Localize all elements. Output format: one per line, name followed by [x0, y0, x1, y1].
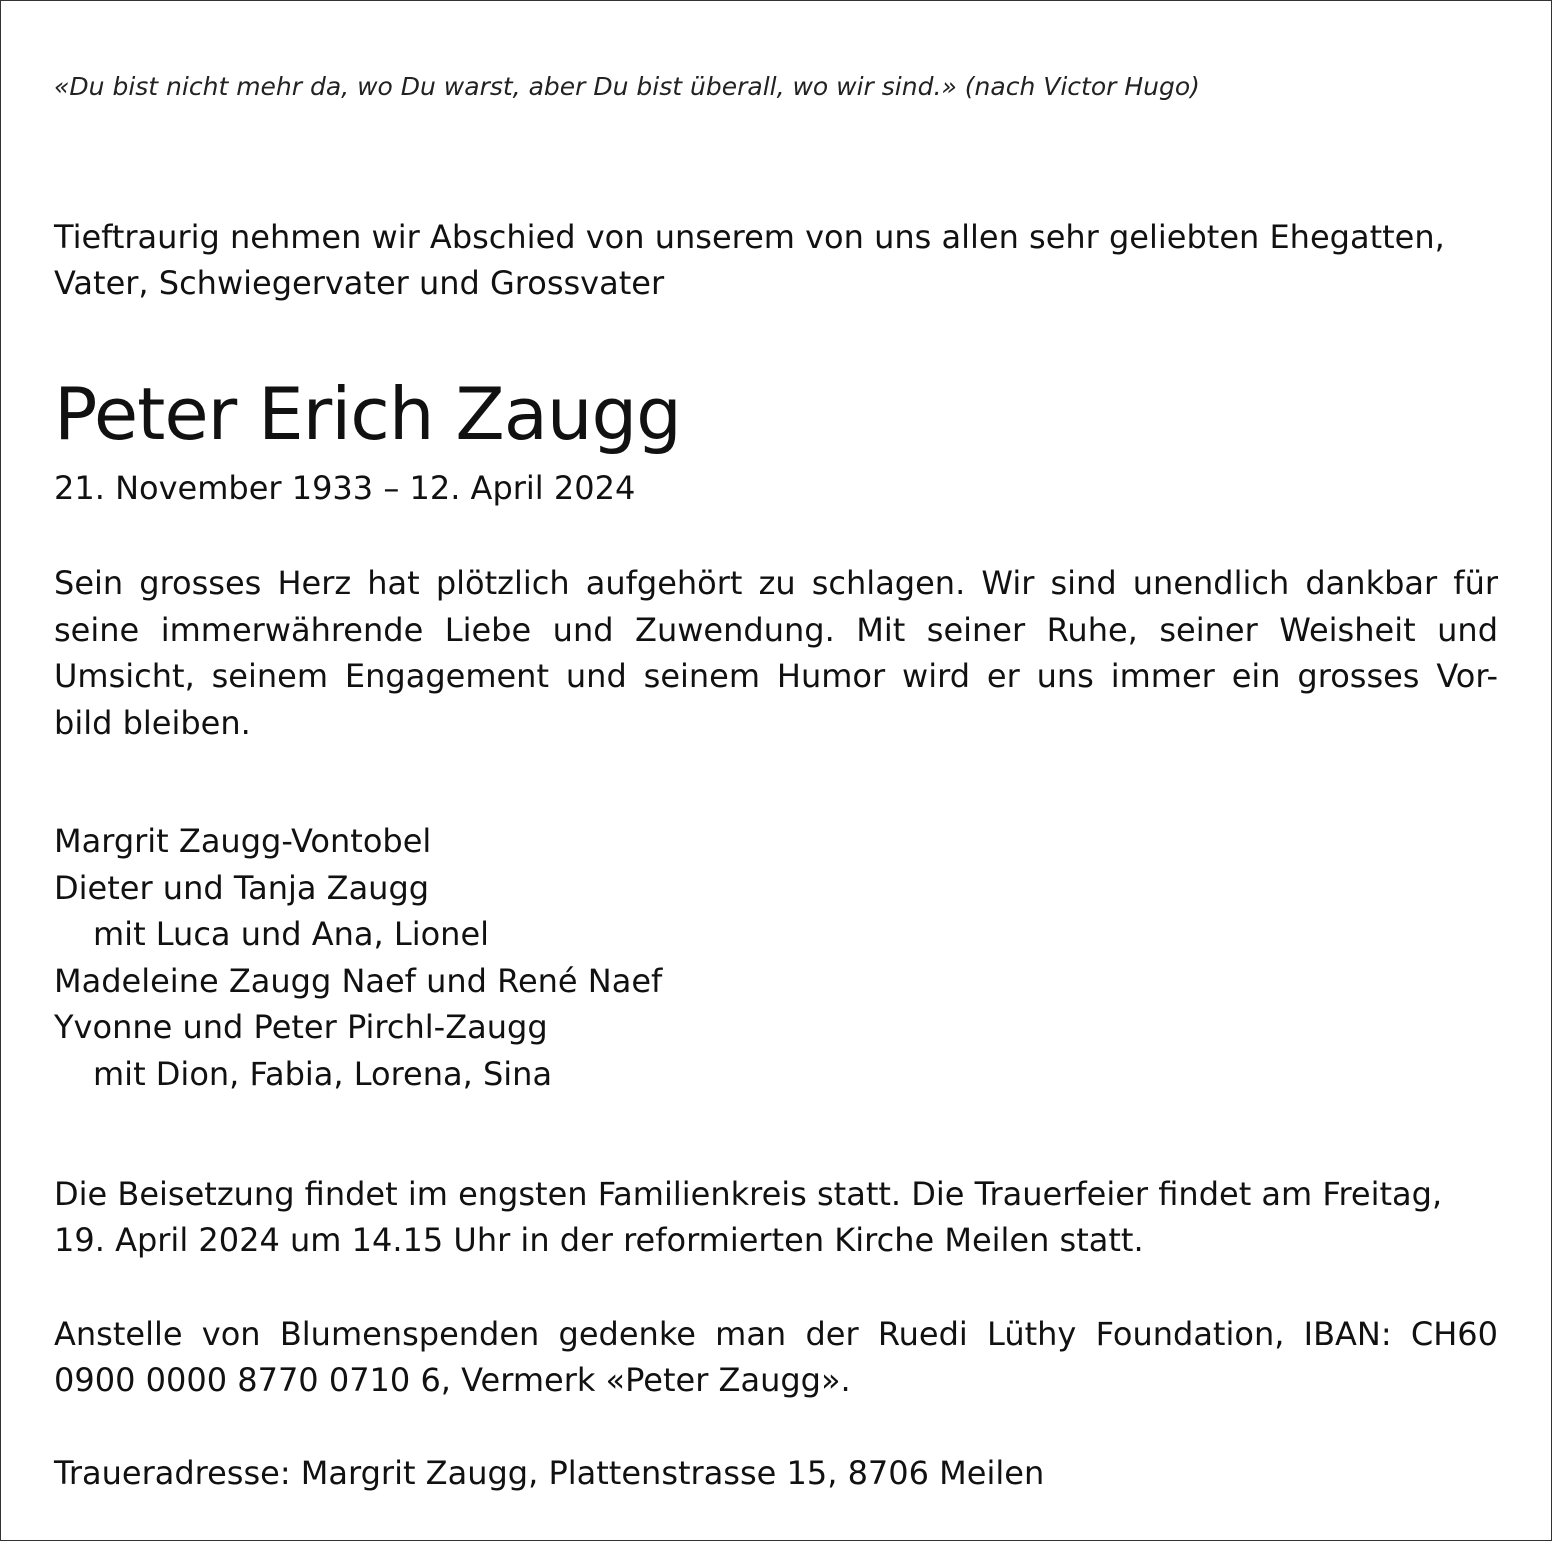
tribute-line-2: seine immerwährende Liebe und Zuwendung. Mit seiner Ruhe, seiner Weisheit und	[54, 610, 1498, 649]
mourner-subentry: mit Luca und Ana, Lionel	[93, 915, 490, 953]
mourning-address: Traueradresse: Margrit Zaugg, Plattenstrasse 15, 8706 Meilen	[54, 1454, 1045, 1492]
intro-line-2: Vater, Schwiegervater und Grossvater	[54, 264, 665, 302]
funeral-notice	[54, 1171, 1498, 1263]
mourner-entry: Madeleine Zaugg Naef und René Naef	[54, 961, 663, 1000]
funeral-line-1: Die Beisetzung findet im engsten Familienkreis statt. Die Trauerfeier findet am Freitag,	[54, 1175, 1443, 1213]
intro-text	[54, 214, 1498, 306]
donation-notice	[54, 1311, 1498, 1403]
deceased-name: Peter Erich Zaugg	[54, 372, 681, 456]
tribute-line-4: bild bleiben.	[54, 703, 251, 742]
intro-line-1: Tieftraurig nehmen wir Abschied von unserem von uns allen sehr geliebten Ehegatten,	[54, 218, 1445, 256]
tribute-text	[54, 560, 1498, 746]
epigraph-quote: «Du bist nicht mehr da, wo Du warst, aber Du bist überall, wo wir sind.» (nach Victor Hugo)	[54, 72, 1200, 101]
life-dates: 21. November 1933 – 12. April 2024	[54, 469, 636, 507]
mourner-entry: Margrit Zaugg-Vontobel	[54, 822, 432, 860]
mourners-list	[54, 818, 1498, 1097]
donation-line-2: 0900 0000 8770 0710 6, Vermerk «Peter Zaugg».	[54, 1361, 851, 1399]
donation-line-1: Anstelle von Blumenspenden gedenke man der Ruedi Lüthy Foundation, IBAN: CH60	[54, 1315, 1498, 1353]
mourner-entry: Dieter und Tanja Zaugg	[54, 868, 430, 907]
funeral-line-2: 19. April 2024 um 14.15 Uhr in der reformierten Kirche Meilen statt.	[54, 1221, 1144, 1259]
tribute-line-3: Umsicht, seinem Engagement und seinem Humor wird er uns immer ein grosses Vor-	[54, 657, 1498, 695]
tribute-line-1: Sein grosses Herz hat plötzlich aufgehört zu schlagen. Wir sind unendlich dankbar für	[54, 564, 1498, 602]
mourner-subentry: mit Dion, Fabia, Lorena, Sina	[93, 1054, 553, 1093]
mourner-entry: Yvonne und Peter Pirchl-Zaugg	[54, 1008, 548, 1046]
